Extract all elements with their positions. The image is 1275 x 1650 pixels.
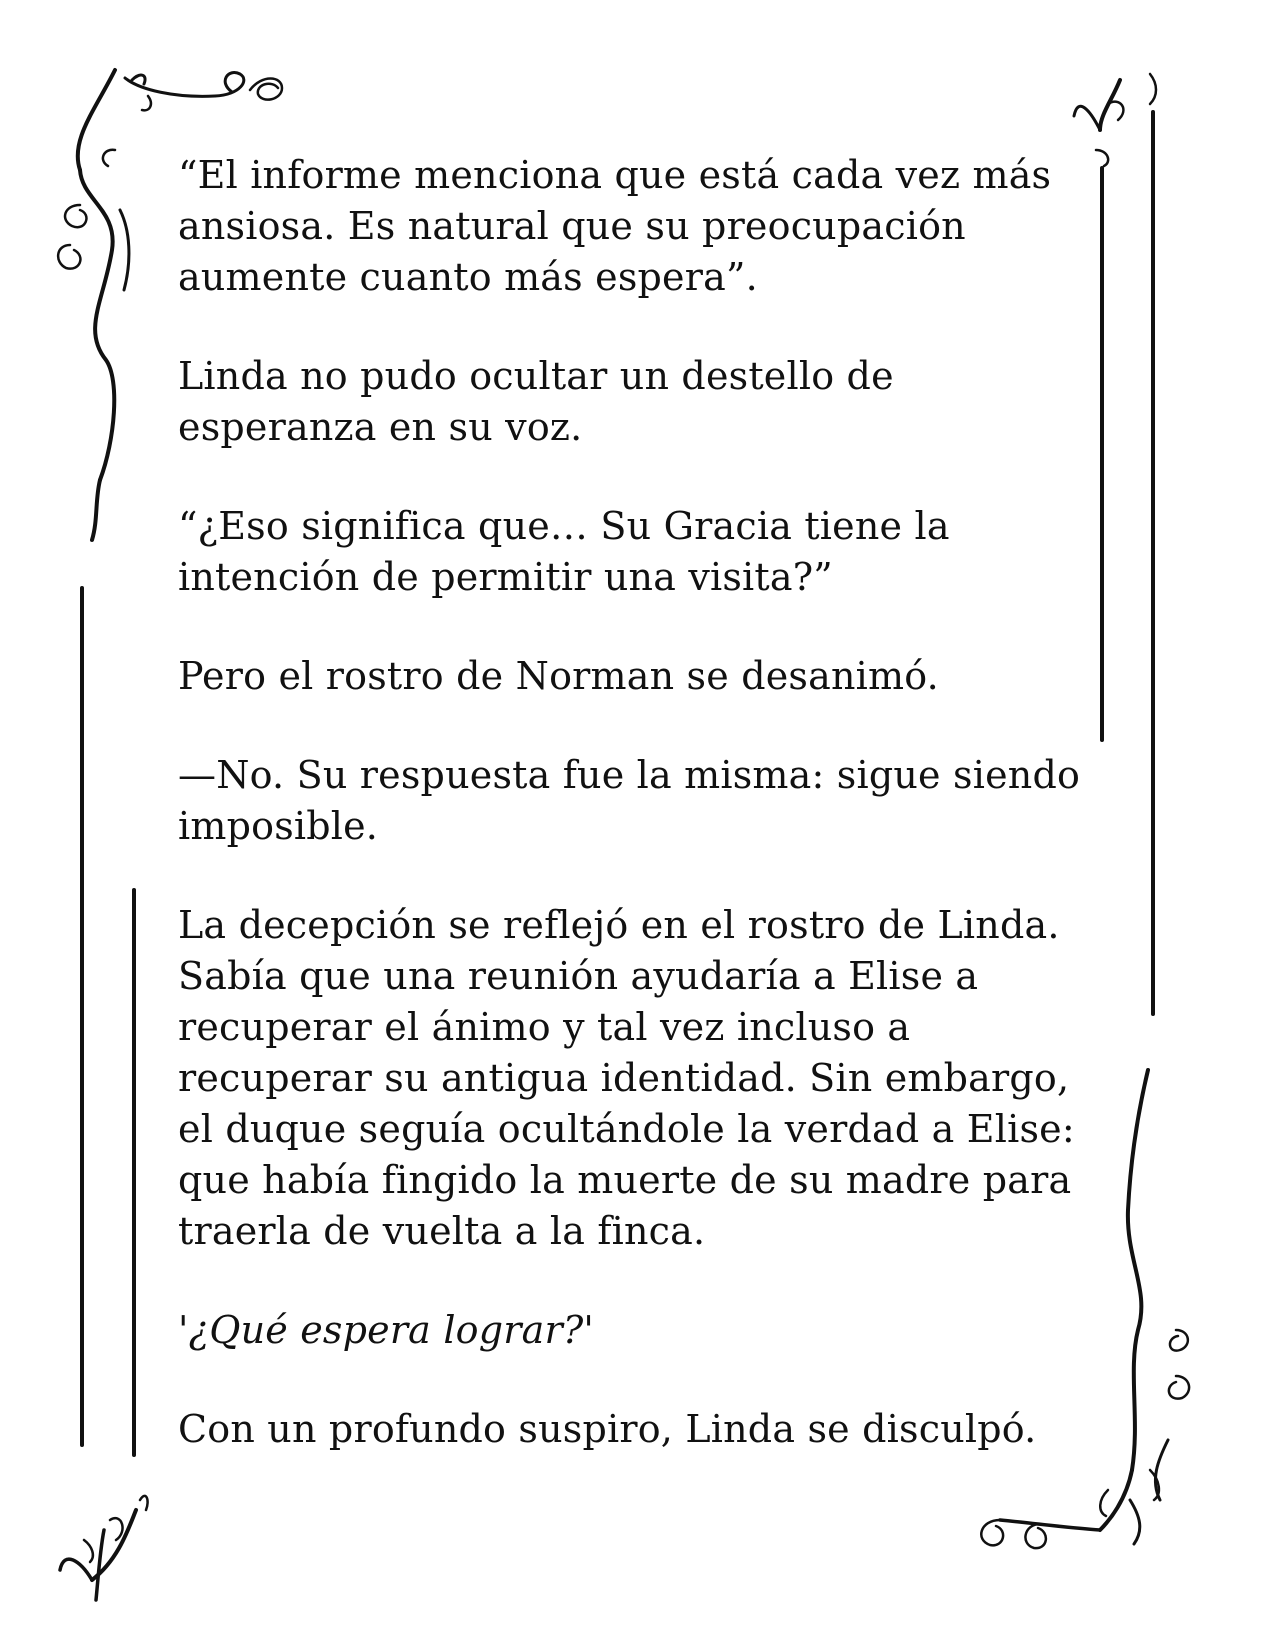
paragraph-5: —No. Su respuesta fue la misma: sigue siendo imposible. (178, 753, 1081, 848)
paragraph-8: Con un profundo suspiro, Linda se disculpó. (178, 1407, 1037, 1451)
paragraph-7-thought: '¿Qué espera lograr?' (178, 1308, 595, 1352)
paragraph-6: La decepción se reflejó en el rostro de Linda. Sabía que una reunión ayudaría a Elise a recuperar el ánimo y tal vez incluso a recuperar su antigua identidad. Sin embargo, el duque seguía ocultándole la verdad a Elise: que había fingido la muerte de su madre para traerla de vuelta a la finca. (178, 903, 1075, 1253)
paragraph-3: “¿Eso significa que… Su Gracia tiene la intención de permitir una visita?” (178, 504, 950, 599)
paragraph-4: Pero el rostro de Norman se desanimó. (178, 654, 939, 698)
paragraph-1: “El informe menciona que está cada vez más ansiosa. Es natural que su preocupación aumente cuanto más espera”. (178, 153, 1052, 299)
paragraph-2: Linda no pudo ocultar un destello de esperanza en su voz. (178, 354, 894, 449)
story-text (178, 150, 1098, 1503)
bottom-left-flourish-icon (60, 1496, 148, 1600)
